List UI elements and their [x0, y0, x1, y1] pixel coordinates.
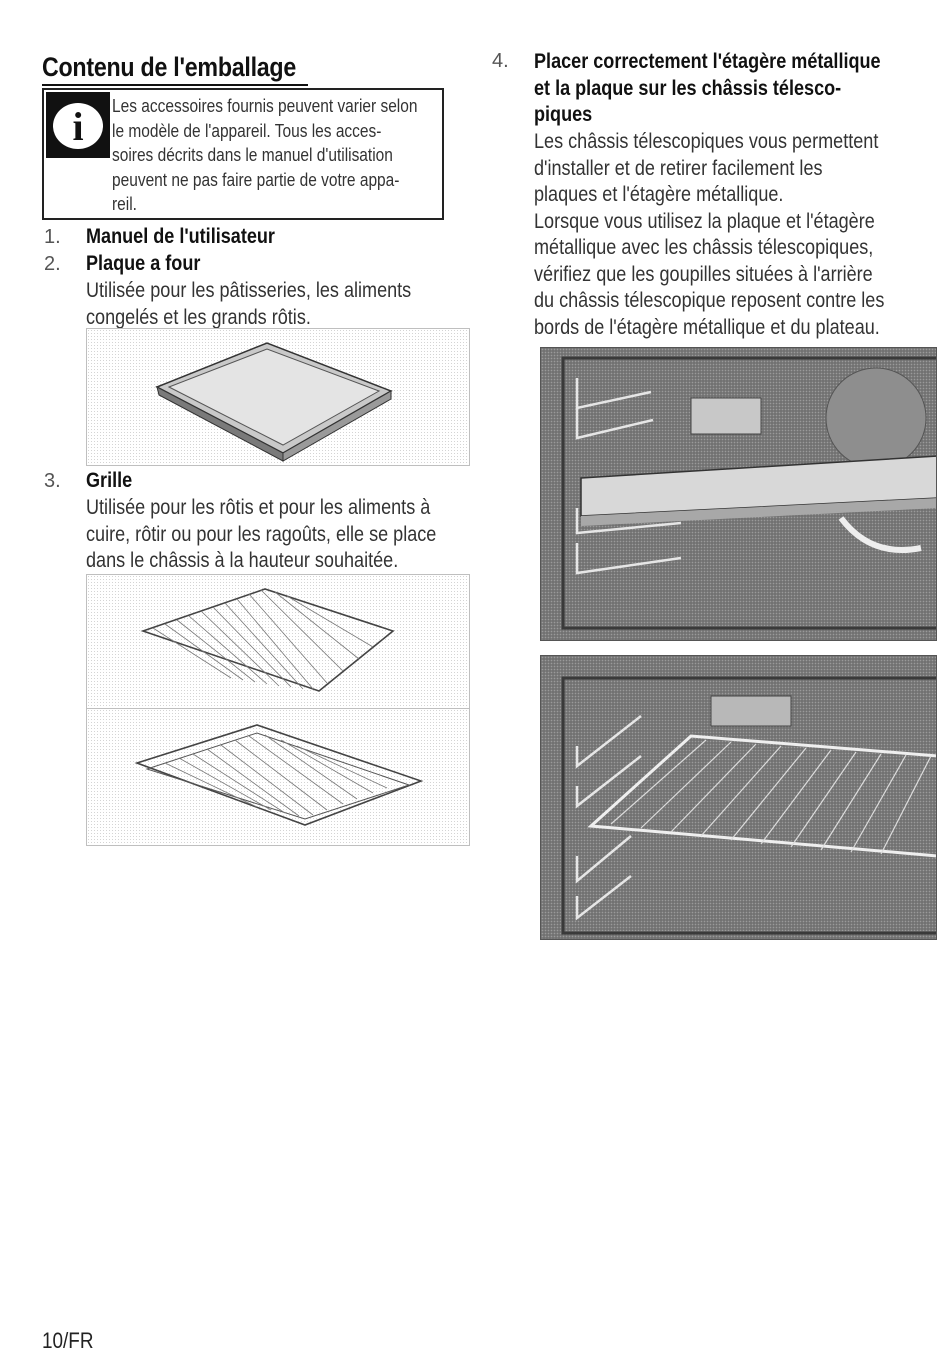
heading-underline: [42, 84, 308, 86]
item-2-description: Utilisée pour les pâtisseries, les aliments congelés et les grands rôtis.: [86, 279, 412, 329]
wire-grid-figure-2: [86, 708, 470, 846]
svg-text:i: i: [72, 104, 84, 149]
section-heading: Contenu de l'emballage: [42, 52, 297, 82]
info-note-box: [42, 88, 444, 220]
item-1-title: Manuel de l'utilisateur: [86, 225, 275, 248]
item-2-title: Plaque a four: [86, 252, 201, 275]
wire-grid-figure: [86, 574, 470, 709]
item-3-number: 3.: [44, 470, 61, 492]
baking-tray-figure: [86, 328, 470, 466]
item-4-number: 4.: [492, 50, 509, 72]
item-1-number: 1.: [44, 226, 61, 248]
oven-grid-photo: [540, 655, 937, 940]
item-3-title: Grille: [86, 469, 133, 492]
info-icon: [46, 92, 110, 158]
info-note-text: Les accessoires fournis peuvent varier selon le modèle de l'appareil. Tous les acces- soires décrits dans le manuel d'utilisation peuvent ne pas faire partie de votre appa- reil.: [112, 96, 418, 214]
item-2-number: 2.: [44, 253, 61, 275]
item-4-title: Placer correctement l'étagère métallique et la plaque sur les châssis télesco- piques: [534, 50, 881, 126]
item-3-description: Utilisée pour les rôtis et pour les aliments à cuire, rôtir ou pour les ragoûts, elle se place dans le châssis à la hauteur souhaitée.: [86, 496, 437, 572]
page-number: 10/FR: [42, 1328, 94, 1353]
oven-tray-photo: [540, 347, 937, 641]
item-4-description: Les châssis télescopiques vous permettent d'installer et de retirer facilement les plaques et l'étagère métallique. Lorsque vous utilisez la plaque et l'étagère métallique avec les châssis télescopiques, vérifiez que les goupilles situées à l'arrière du châssis télescopique reposent contre les bords de l'étagère métallique et du plateau.: [534, 130, 885, 339]
